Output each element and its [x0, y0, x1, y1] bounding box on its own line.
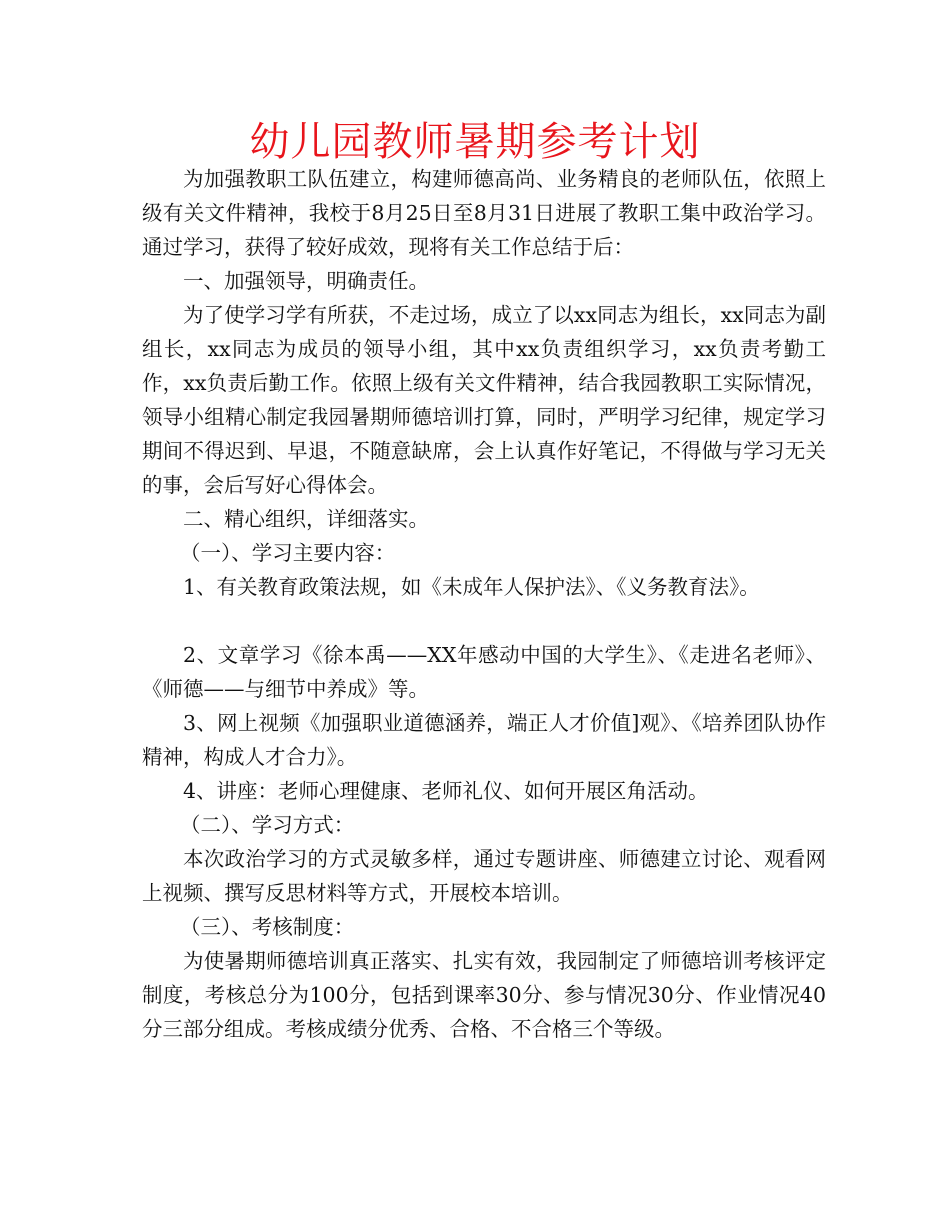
subheading-method: （二）、学习方式：: [180, 813, 355, 837]
heading-section-2: 二、精心组织，详细落实。: [183, 507, 429, 531]
paragraph-assessment: 为使暑期师德培训真正落实、扎实有效，我园制定了师德培训考核评定制度，考核总分为100分，包括到课率30分、参与情况30分、作业情况40分三部分组成。考核成绩分优秀、合格、不合格三个等级。: [142, 949, 826, 1041]
list-item-1: 1、有关教育政策法规，如《未成年人保护法》、《义务教育法》。: [183, 575, 760, 599]
list-item-3: 3、网上视频《加强职业道德涵养，端正人才价值]观》、《培养团队协作精神，构成人才合力》。: [142, 711, 826, 769]
subheading-content: （一）、学习主要内容：: [180, 541, 396, 565]
blank-line: [142, 604, 826, 638]
subheading-assessment: （三）、考核制度：: [180, 915, 355, 939]
paragraph-leadership: 为了使学习学有所获，不走过场，成立了以xx同志为组长，xx同志为副组长，xx同志为成员的领导小组，其中xx负责组织学习，xx负责考勤工作，xx负责后勤工作。依照上级有关文件精神，结合我园教职工实际情况，领导小组精心制定我园暑期师德培训打算，同时，严明学习纪律，规定学习期间不得迟到、早退，不随意缺席，会上认真作好笔记，不得做与学习无关的事，会后写好心得体会。: [142, 303, 826, 497]
paragraph-intro: 为加强教职工队伍建立，构建师德高尚、业务精良的老师队伍，依照上级有关文件精神，我校于8月25日至8月31日进展了教职工集中政治学习。通过学习，获得了较好成效，现将有关工作总结于后：: [142, 167, 826, 259]
list-item-2: 2、文章学习《徐本禹——XX年感动中国的大学生》、《走进名老师》、《师德——与细节中养成》等。: [142, 643, 826, 701]
document-body: [142, 162, 826, 1046]
heading-section-1: 一、加强领导，明确责任。: [183, 269, 429, 293]
paragraph-method: 本次政治学习的方式灵敏多样，通过专题讲座、师德建立讨论、观看网上视频、撰写反思材料等方式，开展校本培训。: [142, 847, 826, 905]
document-title: 幼儿园教师暑期参考计划: [249, 119, 701, 165]
list-item-4: 4、讲座：老师心理健康、老师礼仪、如何开展区角活动。: [183, 779, 709, 803]
